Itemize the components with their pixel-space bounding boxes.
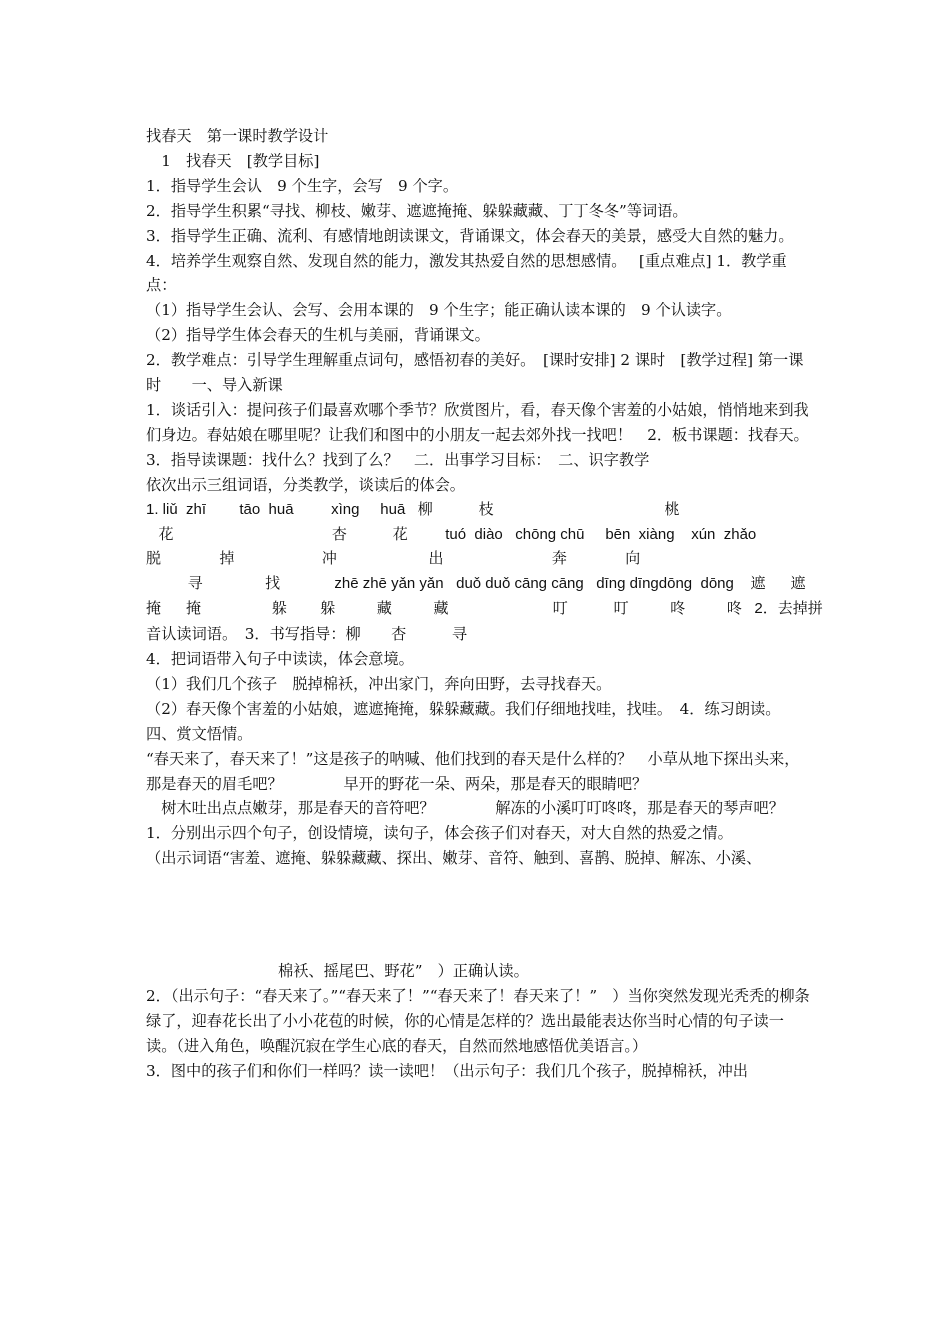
section-practice — [146, 984, 810, 1084]
pinyin-line: 脱 掉 冲 出 奔 向 — [146, 550, 641, 568]
paragraph: （2）指导学生体会春天的生机与美丽，背诵课文。 — [146, 326, 490, 345]
paragraph-continued: 棉袄、摇尾巴、野花” ）正确认读。 — [278, 962, 529, 981]
paragraph: 3．指导学生正确、流利、有感情地朗读课文，背诵课文，体会春天的美景，感受大自然的魅力。 — [146, 226, 794, 245]
pinyin-line: 音认读词语。 3．书写指导：柳 杏 寻 — [146, 625, 468, 644]
paragraph: 4．培养学生观察自然、发现自然的能力，激发其热爱自然的思想感情。 [重点难点] 1．教学重点： — [146, 251, 787, 295]
paragraph: 3．图中的孩子们和你们一样吗？读一读吧！（出示句子：我们几个孩子，脱掉棉袄，冲出 — [146, 1061, 748, 1080]
document-page — [146, 124, 823, 1084]
paragraph: 3．指导读课题：找什么？找到了么？ 二．出事学习目标： 二、识字教学 — [146, 450, 650, 469]
doc-title: 找春天 第一课时教学设计 — [146, 127, 329, 145]
paragraph: 2．教学难点：引导学生理解重点词句，感悟初春的美好。 [课时安排] 2 课时 [教学过程] 第一课时 一、导入新课 — [146, 351, 804, 395]
pinyin-word-table — [146, 498, 823, 647]
paragraph: （出示词语“害羞、遮掩、躲躲藏藏、探出、嫩芽、音符、触到、喜鹊、脱掉、解冻、小溪、 — [146, 849, 762, 868]
paragraph: （1）指导学生会认、会写、会用本课的 9 个生字；能正确认读本课的 9 个认读字。 — [146, 301, 732, 320]
paragraph: 2．指导学生积累“寻找、柳枝、嫩芽、遮遮掩掩、躲躲藏藏、丁丁冬冬”等词语。 — [146, 201, 688, 220]
paragraph: 1．指导学生会认 9 个生字，会写 9 个字。 — [146, 176, 459, 195]
paragraph: 树木吐出点点嫩芽，那是春天的音符吧？ 解冻的小溪叮叮咚咚，那是春天的琴声吧？ — [146, 799, 784, 818]
section-reading — [146, 647, 810, 871]
pinyin-line: 1. liǔ zhī tāo huā xìng huā 柳 枝 桃 — [146, 500, 680, 518]
pinyin-line: 花 杏 花 tuó diào chōng chū bēn xiàng xún zhǎo — [146, 525, 757, 543]
pinyin-line: 寻 找 zhē zhē yǎn yǎn duǒ duǒ cāng cāng dīng dīngdōng dōng 遮 遮 — [146, 575, 806, 593]
paragraph: （2）春天像个害羞的小姑娘，遮遮掩掩，躲躲藏藏。我们仔细地找哇，找哇。 4．练习朗读。 四、赏文悟情。 — [146, 699, 789, 743]
pinyin-line: 掩 掩 躲 躲 藏 藏 叮 叮 咚 咚 2．去掉拼 — [146, 600, 823, 618]
paragraph: 4．把词语带入句子中读读，体会意境。 — [146, 650, 414, 669]
paragraph: 1．谈话引入：提问孩子们最喜欢哪个季节？欣赏图片，看，春天像个害羞的小姑娘，悄悄地来到我们身边。春姑娘在哪里呢？让我们和图中的小朋友一起去郊外找一找吧！ 2．板书课题：找春天。 — [146, 400, 809, 444]
paragraph: 依次出示三组词语，分类教学，谈读后的体会。 — [146, 475, 465, 494]
lesson-heading: 1 找春天 [教学目标] — [146, 151, 320, 170]
blank-space — [146, 871, 810, 959]
paragraph: （1）我们几个孩子 脱掉棉袄，冲出家门，奔向田野，去寻找春天。 — [146, 674, 612, 693]
section-objectives — [146, 124, 810, 498]
paragraph: 1．分别出示四个句子，创设情境，读句子，体会孩子们对春天，对大自然的热爱之情。 — [146, 824, 733, 843]
paragraph: “春天来了，春天来了！”这是孩子的呐喊、他们找到的春天是什么样的？ 小草从地下探出头来，那是春天的眉毛吧？ 早开的野花一朵、两朵，那是春天的眼睛吧？ — [146, 749, 800, 793]
paragraph: 2．（出示句子：“春天来了。”“春天来了！”“春天来了！春天来了！” ）当你突然发现光秃秃的柳条绿了，迎春花长出了小小花苞的时候，你的心情是怎样的？选出最能表达你当时心情的句子读一读。（进入角色，唤醒沉寂在学生心底的春天，自然而然地感悟优美语言。） — [146, 987, 810, 1055]
